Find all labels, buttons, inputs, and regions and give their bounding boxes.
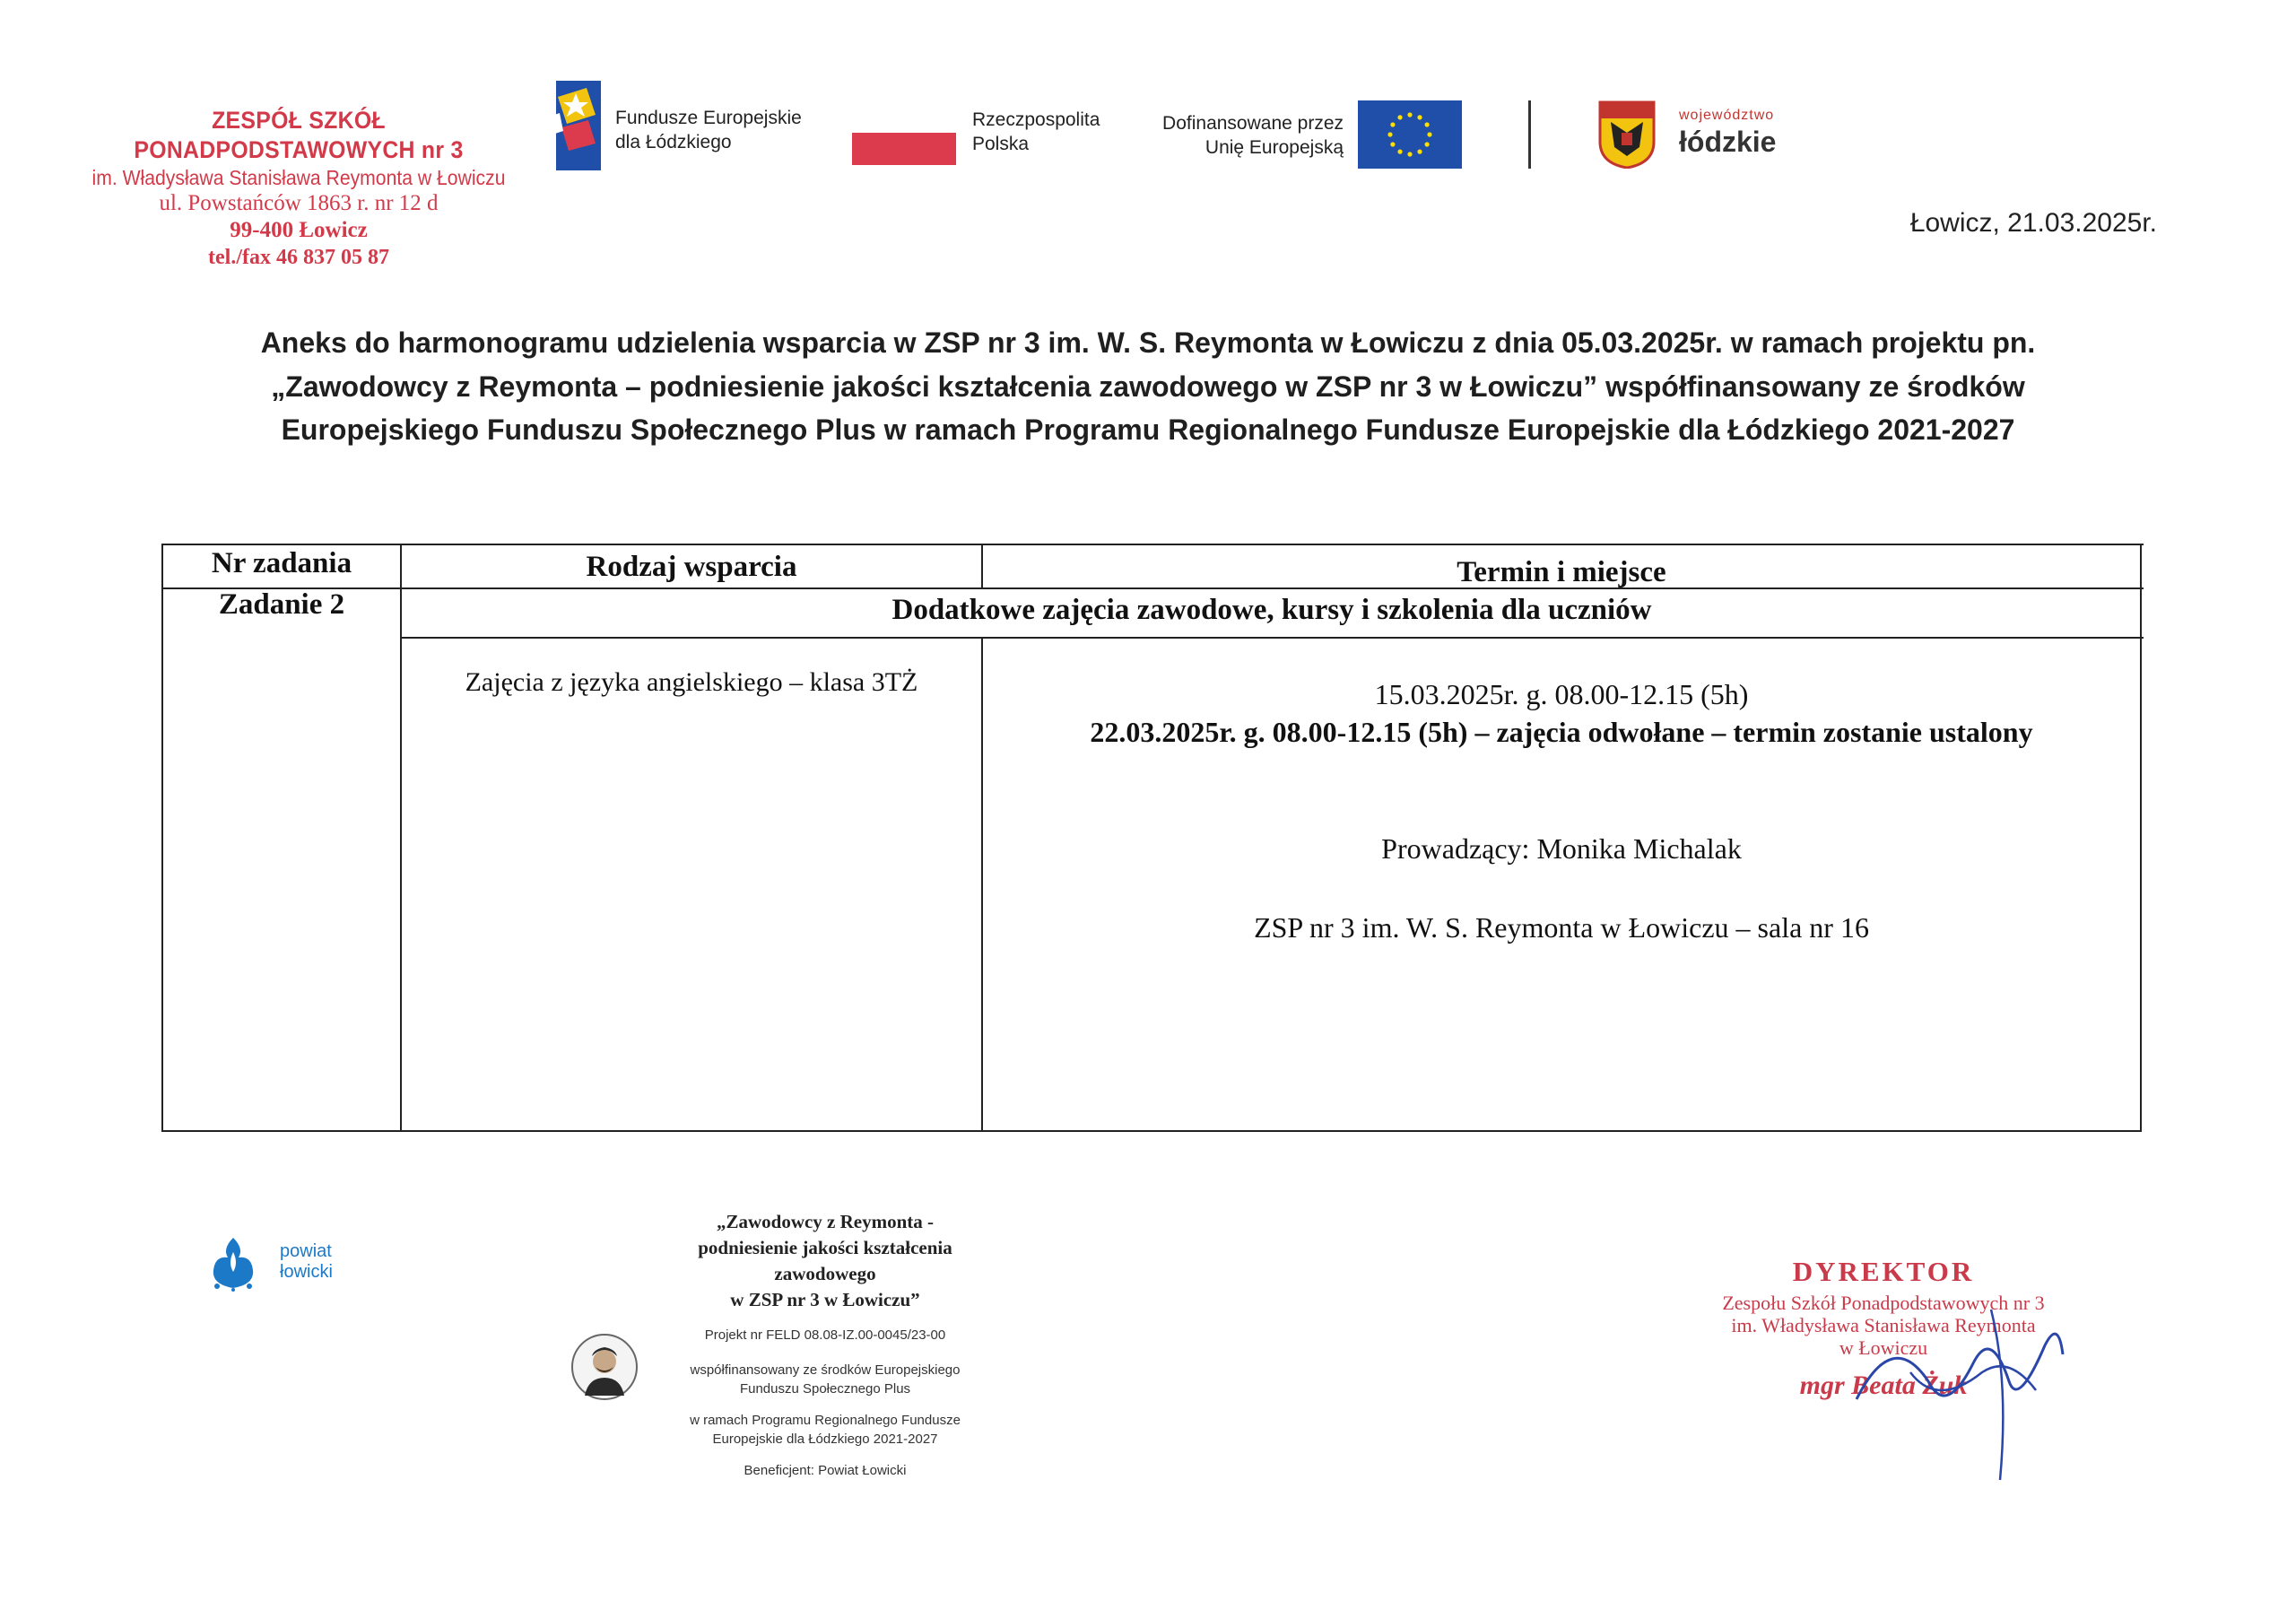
- eu-star: [1425, 122, 1430, 126]
- table-border-right: [2140, 544, 2142, 1132]
- eu-star: [1390, 142, 1395, 146]
- eu-star: [1397, 115, 1402, 119]
- eu-star: [1427, 132, 1431, 136]
- fe-logo-icon: [549, 81, 601, 170]
- header-termin-i-miejsce: Termin i miejsce: [1457, 556, 1666, 588]
- poland-flag-icon: [852, 113, 956, 165]
- eu-flag-icon: [1358, 100, 1462, 169]
- eu-star: [1390, 122, 1395, 126]
- school-stamp-city: 99-400 Łowicz: [230, 218, 368, 243]
- logo-divider: [1528, 100, 1531, 169]
- school-stamp: [70, 106, 527, 271]
- lodzkie-logo-text: województwo łódzkie: [1679, 108, 1777, 158]
- director-signature-icon: [1830, 1274, 2081, 1489]
- school-stamp-phone: tel./fax 46 837 05 87: [208, 245, 389, 269]
- place: ZSP nr 3 im. W. S. Reymonta w Łowiczu – sala nr 16: [1254, 911, 1869, 944]
- eu-star: [1397, 150, 1402, 154]
- eu-star: [1387, 132, 1392, 136]
- support-type: Zajęcia z języka angielskiego – klasa 3TŻ: [465, 667, 918, 697]
- eu-star: [1407, 112, 1412, 117]
- header-rodzaj-wsparcia: Rodzaj wsparcia: [586, 551, 797, 583]
- leader: Prowadzący: Monika Michalak: [1381, 832, 1742, 865]
- document-heading: Aneks do harmonogramu udzielenia wsparcia w ZSP nr 3 im. W. S. Reymonta w Łowiczu z dnia 05.03.2025r. w ramach projektu pn. „Zawodowcy z Reymonta – podniesienie jakości kształcenia zawodowego w ZSP nr 3 w Łowiczu” współfinansowany ze środków Europejskiego Funduszu Społecznego Plus w ramach Programu Regionalnego Fundusze Europejskie dla Łódzkiego 2021-2027: [260, 326, 2036, 447]
- eu-star: [1417, 115, 1422, 119]
- powiat-logo-text: powiat łowicki: [280, 1241, 333, 1282]
- eu-star: [1417, 150, 1422, 154]
- eu-logo-text: Dofinansowane przez Unię Europejską: [1162, 113, 1344, 159]
- table-task-title-separator: [400, 637, 2144, 639]
- school-stamp-name: ZESPÓŁ SZKÓŁ PONADPODSTAWOWYCH nr 3: [134, 107, 464, 163]
- project-description: „Zawodowcy z Reymonta - podniesienie jakości kształcenia zawodowego w ZSP nr 3 w Łowiczu” Projekt nr FELD 08.08-IZ.00-0045/23-00 współfinansowany ze środków Europejskiego Funduszu Społecznego Plus w ramach Programu Regionalnego Fundusze Europejskie dla Łódzkiego 2021-2027 Beneficjent: Powiat Łowicki: [690, 1211, 961, 1478]
- document-date: Łowicz, 21.03.2025r.: [1909, 208, 2157, 238]
- school-stamp-street: ul. Powstańców 1863 r. nr 12 d: [159, 190, 439, 215]
- header-nr-zadania: Nr zadania: [211, 547, 352, 579]
- eu-star: [1407, 152, 1412, 156]
- term-2-cancelled: 22.03.2025r. g. 08.00-12.15 (5h) – zajęcia odwołane – termin zostanie ustalony: [1090, 716, 2033, 748]
- director-stamp: DYREKTOR Zespołu Szkół Ponadpodstawowych nr 3 im. Władysława Stanisława Reymonta w Łowiczu mgr Beata Żuk: [1722, 1256, 2045, 1400]
- table-border-top: [163, 544, 2144, 545]
- rp-logo-text: Rzeczpospolita Polska: [972, 109, 1100, 155]
- school-stamp-patron: im. Władysława Stanisława Reymonta w Łowiczu: [91, 165, 506, 189]
- task-number: Zadanie 2: [218, 588, 345, 621]
- lodzkie-coat-of-arms-icon: [1598, 100, 1656, 169]
- table-border-bottom: [161, 1130, 2142, 1132]
- powiat-lowicki-logo-icon: [208, 1236, 258, 1292]
- fe-logo-text: Fundusze Europejskie dla Łódzkiego: [615, 108, 802, 153]
- term-1: 15.03.2025r. g. 08.00-12.15 (5h): [1374, 678, 1749, 710]
- task-title: Dodatkowe zajęcia zawodowe, kursy i szkolenia dla uczniów: [891, 594, 1652, 626]
- eu-star: [1425, 142, 1430, 146]
- table-column-divider-1: [400, 544, 402, 1132]
- table-border-left: [161, 544, 163, 1132]
